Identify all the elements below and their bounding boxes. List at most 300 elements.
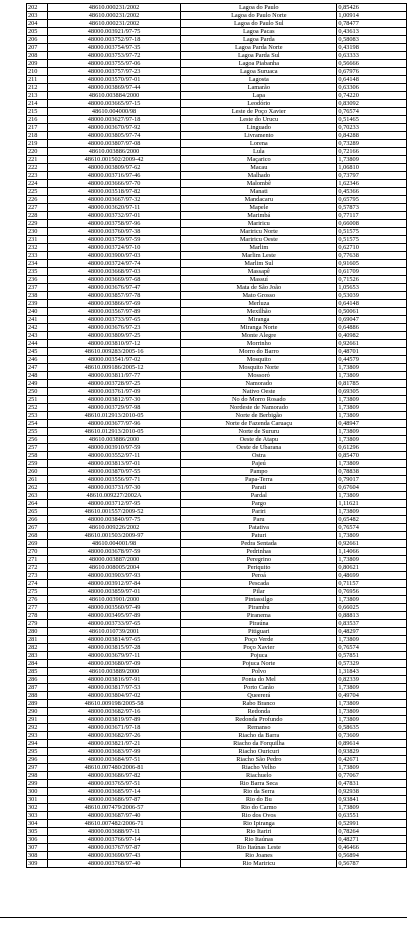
row-number: 276	[27, 596, 48, 604]
field-name: Pirambu	[181, 604, 337, 612]
row-number: 207	[27, 44, 48, 52]
process-number: 48610.001557/2009-52	[47, 508, 180, 516]
field-name: Pojuca	[181, 652, 337, 660]
process-number: 48000.003754/97-35	[47, 44, 180, 52]
process-number: 48000.003620/97-11	[47, 204, 180, 212]
row-number: 254	[27, 420, 48, 428]
table-row	[27, 492, 407, 500]
field-value: 0,64148	[337, 300, 407, 308]
row-number: 264	[27, 500, 48, 508]
row-number: 262	[27, 484, 48, 492]
field-value: 0,93829	[337, 748, 407, 756]
process-number: 48000.003671/97-18	[47, 724, 180, 732]
field-name: Lagoa Pacas	[181, 28, 337, 36]
row-number: 300	[27, 788, 48, 796]
row-number: 224	[27, 180, 48, 188]
row-number: 217	[27, 124, 48, 132]
table-row	[27, 356, 407, 364]
field-name: Merluza	[181, 300, 337, 308]
field-name: Lagoa Parda Sul	[181, 52, 337, 60]
field-name: Pampo	[181, 468, 337, 476]
table-row	[27, 836, 407, 844]
field-name: Lagoa Parda Norte	[181, 44, 337, 52]
table-row	[27, 548, 407, 556]
field-value: 1,73809	[337, 700, 407, 708]
process-number: 48000.003840/97-75	[47, 516, 180, 524]
table-row	[27, 780, 407, 788]
process-number: 48000.003812/97-30	[47, 396, 180, 404]
row-number: 278	[27, 612, 48, 620]
table-row	[27, 580, 407, 588]
row-number: 307	[27, 844, 48, 852]
field-value: 0,49704	[337, 692, 407, 700]
process-number: 48000.003731/97-30	[47, 484, 180, 492]
field-value: 1,73809	[337, 396, 407, 404]
field-value: 1,14066	[337, 548, 407, 556]
table-row	[27, 364, 407, 372]
process-number: 48000.003570/97-01	[47, 76, 180, 84]
field-value: 0,45366	[337, 188, 407, 196]
row-number: 244	[27, 340, 48, 348]
row-number: 204	[27, 20, 48, 28]
table-row	[27, 220, 407, 228]
fields-table	[26, 3, 407, 868]
field-name: Lula	[181, 148, 337, 156]
process-number: 48610.003901/2000	[47, 596, 180, 604]
table-row	[27, 636, 407, 644]
table-row	[27, 308, 407, 316]
process-number: 48610.001503/2009-97	[47, 532, 180, 540]
table-row	[27, 740, 407, 748]
process-number: 48000.003682/97-26	[47, 732, 180, 740]
table-row	[27, 708, 407, 716]
field-name: Pintassilgo	[181, 596, 337, 604]
field-value: 0,63551	[337, 812, 407, 820]
process-number: 48000.003814/97-65	[47, 636, 180, 644]
process-number: 48000.003678/97-59	[47, 548, 180, 556]
row-number: 291	[27, 716, 48, 724]
table-row	[27, 652, 407, 660]
table-row	[27, 420, 407, 428]
table-row	[27, 684, 407, 692]
row-number: 295	[27, 748, 48, 756]
process-number: 48000.003887/2000	[47, 556, 180, 564]
process-number: 48000.003753/97-72	[47, 52, 180, 60]
field-value: 0,51575	[337, 228, 407, 236]
row-number: 267	[27, 524, 48, 532]
field-value: 0,66008	[337, 220, 407, 228]
row-number: 271	[27, 556, 48, 564]
table-row	[27, 700, 407, 708]
field-name: Patativa	[181, 524, 337, 532]
table-row	[27, 124, 407, 132]
field-value: 0,89614	[337, 740, 407, 748]
process-number: 48000.003712/97-95	[47, 500, 180, 508]
field-value: 0,56787	[337, 860, 407, 868]
row-number: 230	[27, 228, 48, 236]
row-number: 235	[27, 268, 48, 276]
field-name: Oeste de Ubarana	[181, 444, 337, 452]
field-value: 0,78477	[337, 20, 407, 28]
process-number: 48000.003495/97-89	[47, 612, 180, 620]
process-number: 48610.012913/2010-05	[47, 412, 180, 420]
process-number: 48610.009226/2002	[47, 524, 180, 532]
process-number: 48610.009283/2005-16	[47, 348, 180, 356]
field-value: 0,88813	[337, 612, 407, 620]
field-name: Riachuelo	[181, 772, 337, 780]
row-number: 298	[27, 772, 48, 780]
table-row	[27, 372, 407, 380]
table-row	[27, 476, 407, 484]
field-value: 0,76574	[337, 108, 407, 116]
row-number: 225	[27, 188, 48, 196]
table-row	[27, 644, 407, 652]
field-name: Riacho da Barra	[181, 732, 337, 740]
table-row	[27, 100, 407, 108]
table-row	[27, 764, 407, 772]
field-value: 0,44579	[337, 356, 407, 364]
field-name: Lagoa Suruaca	[181, 68, 337, 76]
process-number: 48610.010739/2001	[47, 628, 180, 636]
field-name: Pedra Sentada	[181, 540, 337, 548]
row-number: 256	[27, 436, 48, 444]
process-number: 48610.009186/2005-12	[47, 364, 180, 372]
table-row	[27, 316, 407, 324]
row-number: 216	[27, 116, 48, 124]
process-number: 48000.003728/97-25	[47, 380, 180, 388]
field-value: 0,65482	[337, 516, 407, 524]
field-value: 0,57329	[337, 660, 407, 668]
table-row	[27, 484, 407, 492]
row-number: 237	[27, 284, 48, 292]
table-row	[27, 276, 407, 284]
process-number: 48000.003821/97-21	[47, 740, 180, 748]
process-number: 48000.003724/97-74	[47, 260, 180, 268]
field-value: 0,91605	[337, 260, 407, 268]
field-value: 0,77638	[337, 252, 407, 260]
field-value: 0,58083	[337, 36, 407, 44]
table-row	[27, 556, 407, 564]
process-number: 48610.003886/2000	[47, 436, 180, 444]
table-row	[27, 804, 407, 812]
field-value: 0,61296	[337, 444, 407, 452]
field-name: Lorena	[181, 140, 337, 148]
field-value: 1,73809	[337, 636, 407, 644]
field-name: Remanso	[181, 724, 337, 732]
process-number: 48000.003567/97-89	[47, 308, 180, 316]
table-row	[27, 772, 407, 780]
process-number: 48000.003813/97-01	[47, 460, 180, 468]
process-number: 48610.000231/2002	[47, 12, 180, 20]
row-number: 215	[27, 108, 48, 116]
field-name: Pojuca Norte	[181, 660, 337, 668]
process-number: 48000.003677/97-96	[47, 420, 180, 428]
table-row	[27, 524, 407, 532]
field-name: Lagoa do Paulo Sul	[181, 20, 337, 28]
table-row	[27, 676, 407, 684]
table-row	[27, 108, 407, 116]
field-value: 0,67976	[337, 68, 407, 76]
process-number: 48000.003869/97-44	[47, 84, 180, 92]
table-row	[27, 444, 407, 452]
process-number: 48000.003804/97-02	[47, 692, 180, 700]
table-row	[27, 12, 407, 20]
process-number: 48610.012913/2010-05	[47, 428, 180, 436]
row-number: 260	[27, 468, 48, 476]
process-number: 48000.003679/97-11	[47, 652, 180, 660]
field-value: 0,85426	[337, 4, 407, 12]
process-number: 48000.003903/97-93	[47, 572, 180, 580]
field-name: Morrinho	[181, 340, 337, 348]
field-value: 1,05653	[337, 284, 407, 292]
table-row	[27, 460, 407, 468]
row-number: 245	[27, 348, 48, 356]
table-row	[27, 452, 407, 460]
row-number: 238	[27, 292, 48, 300]
field-value: 0,69305	[337, 388, 407, 396]
field-name: Papa-Terra	[181, 476, 337, 484]
row-number: 273	[27, 572, 48, 580]
row-number: 280	[27, 628, 48, 636]
field-name: Norte de Fazenda Caruaçu	[181, 420, 337, 428]
field-value: 0,50061	[337, 308, 407, 316]
field-name: Nordeste de Namorado	[181, 404, 337, 412]
row-number: 240	[27, 308, 48, 316]
field-value: 0,92938	[337, 788, 407, 796]
row-number: 285	[27, 668, 48, 676]
process-number: 48000.003758/97-96	[47, 220, 180, 228]
field-value: 0,57851	[337, 652, 407, 660]
field-value: 0,43198	[337, 44, 407, 52]
field-name: Macau	[181, 164, 337, 172]
field-value: 0,63306	[337, 84, 407, 92]
field-name: Poço Xavier	[181, 644, 337, 652]
table-row	[27, 796, 407, 804]
process-number: 48000.003669/97-68	[47, 276, 180, 284]
field-name: Rabo Branco	[181, 700, 337, 708]
field-name: Manati	[181, 188, 337, 196]
field-value: 0,70233	[337, 124, 407, 132]
process-number: 48610.008005/2004	[47, 564, 180, 572]
field-value: 1,06810	[337, 164, 407, 172]
row-number: 226	[27, 196, 48, 204]
field-value: 0,48699	[337, 572, 407, 580]
row-number: 212	[27, 84, 48, 92]
table-row	[27, 860, 407, 868]
field-name: Linguado	[181, 124, 337, 132]
table-row	[27, 564, 407, 572]
field-name: Mariricu Norte	[181, 228, 337, 236]
field-name: Pedrinhas	[181, 548, 337, 556]
process-number: 48000.003809/97-25	[47, 332, 180, 340]
row-number: 250	[27, 388, 48, 396]
field-value: 1,31843	[337, 668, 407, 676]
process-number: 48000.003912/97-84	[47, 580, 180, 588]
row-number: 287	[27, 684, 48, 692]
process-number: 48000.003759/97-59	[47, 236, 180, 244]
row-number: 304	[27, 820, 48, 828]
row-number: 277	[27, 604, 48, 612]
process-number: 48000.003859/97-01	[47, 588, 180, 596]
table-row	[27, 812, 407, 820]
process-number: 48000.003665/97-15	[47, 100, 180, 108]
table-row	[27, 692, 407, 700]
field-value: 0,76574	[337, 524, 407, 532]
row-number: 241	[27, 316, 48, 324]
field-name: Morro do Barro	[181, 348, 337, 356]
table-row	[27, 428, 407, 436]
field-name: Rio Joanes	[181, 852, 337, 860]
table-row	[27, 628, 407, 636]
field-name: Pardal	[181, 492, 337, 500]
table-row	[27, 252, 407, 260]
field-name: Lagoa Parda	[181, 36, 337, 44]
row-number: 302	[27, 804, 48, 812]
table-row	[27, 284, 407, 292]
table-row	[27, 244, 407, 252]
field-value: 1,73809	[337, 460, 407, 468]
field-name: Monte Alegre	[181, 332, 337, 340]
process-number: 48000.003805/97-74	[47, 132, 180, 140]
table-row	[27, 140, 407, 148]
field-value: 0,63333	[337, 52, 407, 60]
field-value: 0,66025	[337, 604, 407, 612]
field-name: Mapele	[181, 204, 337, 212]
process-number: 48000.003666/97-70	[47, 180, 180, 188]
table-row	[27, 212, 407, 220]
table-row	[27, 236, 407, 244]
field-name: Livramento	[181, 132, 337, 140]
field-value: 0,92661	[337, 340, 407, 348]
field-value: 0,74220	[337, 92, 407, 100]
field-value: 0,83092	[337, 100, 407, 108]
row-number: 218	[27, 132, 48, 140]
process-number: 48000.003676/97-47	[47, 284, 180, 292]
row-number: 286	[27, 676, 48, 684]
process-number: 48610.004000/98	[47, 108, 180, 116]
row-number: 213	[27, 92, 48, 100]
field-name: Miranga	[181, 316, 337, 324]
process-number: 48000.003819/97-89	[47, 716, 180, 724]
process-number: 48000.003518/97-82	[47, 188, 180, 196]
table-row	[27, 508, 407, 516]
process-number: 48000.003687/97-40	[47, 812, 180, 820]
row-number: 272	[27, 564, 48, 572]
row-number: 253	[27, 412, 48, 420]
row-number: 208	[27, 52, 48, 60]
field-value: 1,73809	[337, 708, 407, 716]
field-value: 0,64148	[337, 76, 407, 84]
process-number: 48000.003686/97-87	[47, 796, 180, 804]
table-row	[27, 196, 407, 204]
field-name: Riacho da Forquilha	[181, 740, 337, 748]
table-row	[27, 596, 407, 604]
field-value: 0,48271	[337, 836, 407, 844]
field-value: 1,73809	[337, 804, 407, 812]
field-name: Lagoa Piabanha	[181, 60, 337, 68]
row-number: 289	[27, 700, 48, 708]
field-name: Malhado	[181, 172, 337, 180]
row-number: 251	[27, 396, 48, 404]
row-number: 296	[27, 756, 48, 764]
process-number: 48000.003757/97-23	[47, 68, 180, 76]
process-number: 48000.003729/97-98	[47, 404, 180, 412]
field-value: 0,56666	[337, 60, 407, 68]
row-number: 290	[27, 708, 48, 716]
field-value: 0,80621	[337, 564, 407, 572]
row-number: 223	[27, 172, 48, 180]
table-row	[27, 668, 407, 676]
bottom-rule	[0, 917, 407, 918]
field-value: 0,64886	[337, 324, 407, 332]
row-number: 257	[27, 444, 48, 452]
field-value: 0,48297	[337, 628, 407, 636]
field-value: 1,73809	[337, 556, 407, 564]
field-value: 0,52991	[337, 820, 407, 828]
field-value: 0,85470	[337, 452, 407, 460]
table-row	[27, 788, 407, 796]
field-name: Pariri	[181, 508, 337, 516]
table-row	[27, 132, 407, 140]
row-number: 270	[27, 548, 48, 556]
row-number: 209	[27, 60, 48, 68]
field-value: 0,57873	[337, 204, 407, 212]
process-number: 48000.003627/97-18	[47, 116, 180, 124]
row-number: 268	[27, 532, 48, 540]
field-name: Malombê	[181, 180, 337, 188]
field-value: 0,43613	[337, 28, 407, 36]
field-name: Lagosta	[181, 76, 337, 84]
field-value: 0,69047	[337, 316, 407, 324]
field-name: Porto Carão	[181, 684, 337, 692]
field-value: 0,62710	[337, 244, 407, 252]
field-name: Mexilhão	[181, 308, 337, 316]
field-name: Rio Ipiranga	[181, 820, 337, 828]
process-number: 48000.003668/97-03	[47, 268, 180, 276]
process-number: 48000.003866/97-69	[47, 300, 180, 308]
field-name: No do Morro Rosado	[181, 396, 337, 404]
field-name: Mossoró	[181, 372, 337, 380]
field-value: 0,56894	[337, 852, 407, 860]
process-number: 48000.003870/97-55	[47, 468, 180, 476]
row-number: 233	[27, 252, 48, 260]
table-row	[27, 60, 407, 68]
row-number: 266	[27, 516, 48, 524]
row-number: 303	[27, 812, 48, 820]
fields-table-body	[27, 4, 407, 868]
field-value: 0,77117	[337, 212, 407, 220]
process-number: 48610.007480/2006-81	[47, 764, 180, 772]
field-value: 1,73809	[337, 596, 407, 604]
process-number: 48000.003690/97-43	[47, 852, 180, 860]
table-row	[27, 44, 407, 52]
row-number: 231	[27, 236, 48, 244]
field-name: Massapê	[181, 268, 337, 276]
row-number: 305	[27, 828, 48, 836]
field-name: Redonda	[181, 708, 337, 716]
row-number: 255	[27, 428, 48, 436]
table-row	[27, 380, 407, 388]
field-name: Norte de Berbigão	[181, 412, 337, 420]
field-name: Piraúna	[181, 620, 337, 628]
process-number: 48000.003816/97-91	[47, 676, 180, 684]
field-name: Ostra	[181, 452, 337, 460]
field-name: Riacho Ouricuri	[181, 748, 337, 756]
field-name: Norte de Sururu	[181, 428, 337, 436]
field-name: Queererá	[181, 692, 337, 700]
row-number: 234	[27, 260, 48, 268]
table-row	[27, 180, 407, 188]
